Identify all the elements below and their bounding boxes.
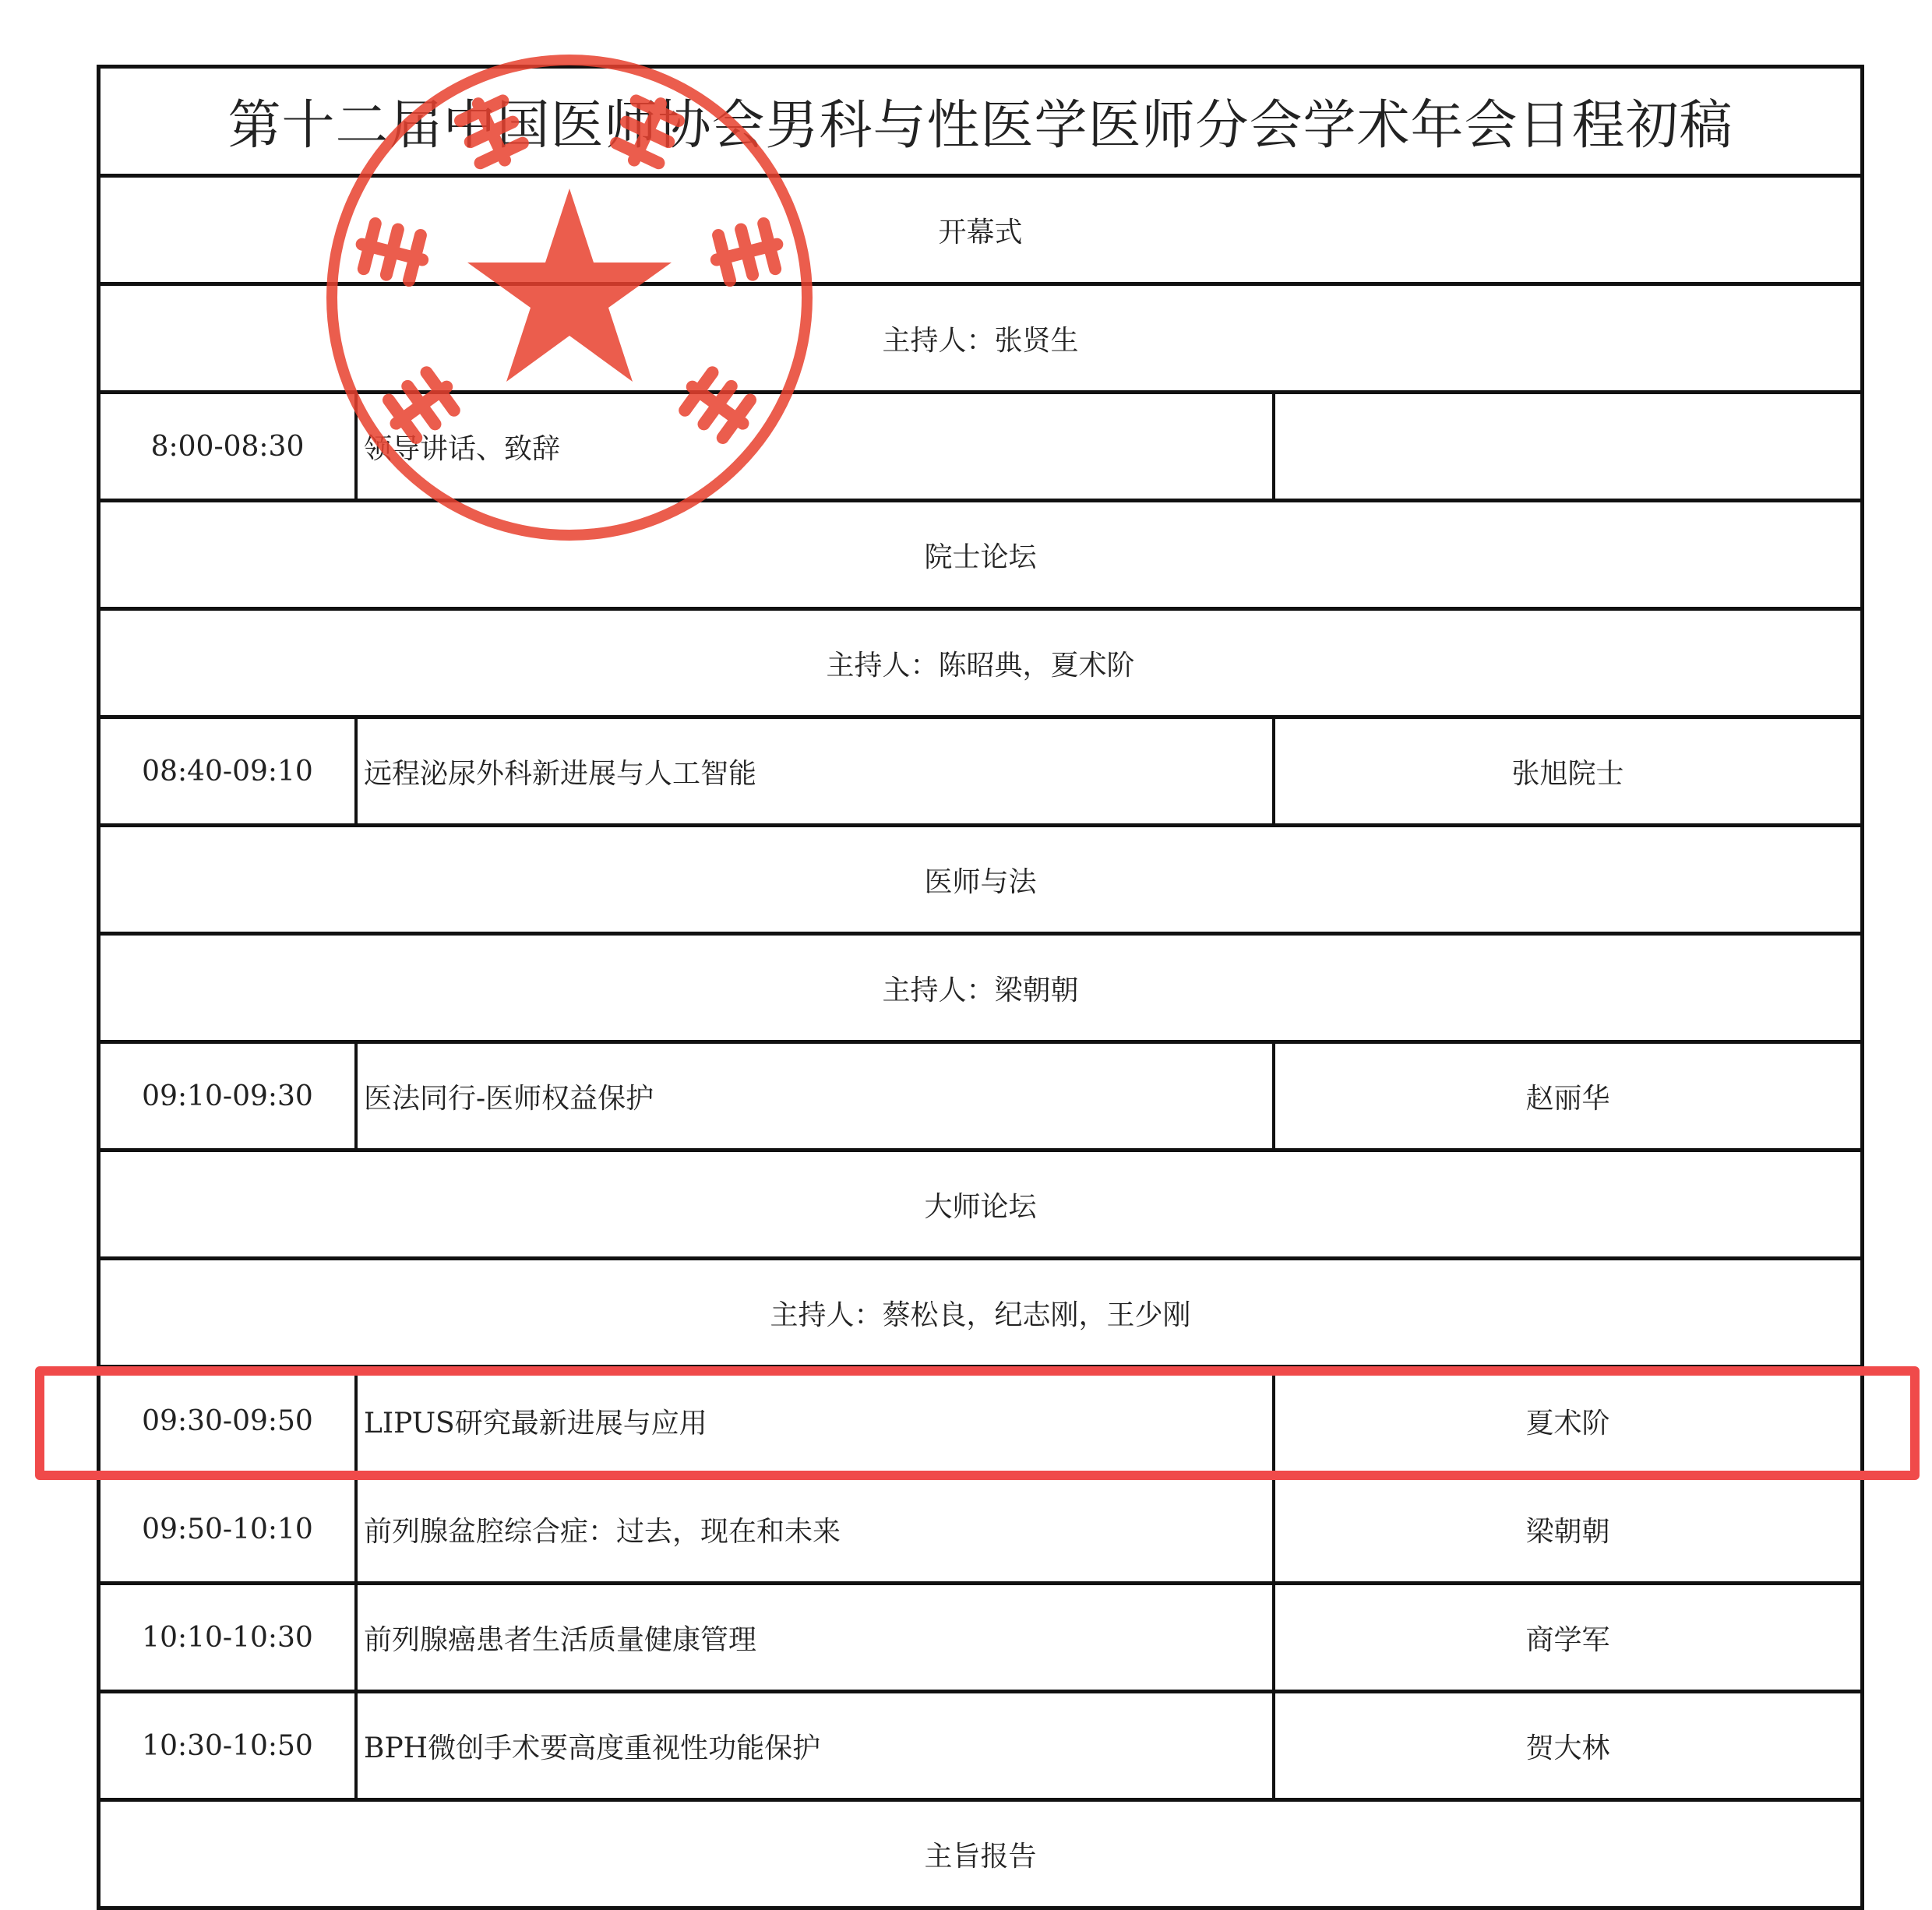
title-row <box>100 69 1860 174</box>
schedule-row <box>100 715 1860 823</box>
speaker-cell <box>1275 394 1860 499</box>
schedule-row <box>100 1690 1860 1798</box>
section-row <box>100 174 1860 282</box>
speaker-cell: 贺大林 <box>1525 1732 1610 1764</box>
section-label: 医师与法 <box>924 865 1037 898</box>
document-title: 第十二届中国医师协会男科与性医学医师分会学术年会日程初稿 <box>227 95 1733 157</box>
topic-cell: 前列腺癌患者生活质量健康管理 <box>358 1585 1275 1690</box>
section-label: 主旨报告 <box>924 1840 1037 1873</box>
section-row <box>100 823 1860 932</box>
schedule-table <box>97 65 1864 1910</box>
time-cell: 10:10-10:30 <box>100 1585 358 1690</box>
section-row <box>100 607 1860 715</box>
topic-cell: 领导讲话、致辞 <box>358 394 1275 499</box>
topic-cell: 医法同行-医师权益保护 <box>358 1044 1275 1148</box>
section-row <box>100 1148 1860 1256</box>
topic-cell: LIPUS研究最新进展与应用 <box>358 1369 1275 1473</box>
time-cell: 09:50-10:10 <box>100 1477 358 1581</box>
speaker-cell: 商学军 <box>1525 1623 1610 1656</box>
section-label: 主持人：张贤生 <box>882 324 1079 357</box>
section-row <box>100 499 1860 607</box>
topic-cell: 前列腺盆腔综合症：过去，现在和未来 <box>358 1477 1275 1581</box>
time-cell: 08:40-09:10 <box>100 719 358 823</box>
section-row <box>100 1798 1860 1906</box>
schedule-row <box>100 1473 1860 1581</box>
section-row <box>100 282 1860 390</box>
section-label: 开幕式 <box>938 216 1023 248</box>
schedule-row-highlighted <box>100 1365 1860 1473</box>
schedule-row <box>100 390 1860 499</box>
time-cell: 8:00-08:30 <box>100 394 358 499</box>
time-cell: 10:30-10:50 <box>100 1693 358 1798</box>
section-row <box>100 1256 1860 1365</box>
speaker-cell: 梁朝朝 <box>1525 1515 1610 1548</box>
section-label: 主持人：蔡松良，纪志刚，王少刚 <box>770 1299 1191 1331</box>
section-label: 大师论坛 <box>924 1190 1037 1223</box>
speaker-cell: 夏术阶 <box>1525 1407 1610 1440</box>
time-cell: 09:30-09:50 <box>100 1369 358 1473</box>
speaker-cell: 赵丽华 <box>1525 1082 1610 1115</box>
section-label: 主持人：梁朝朝 <box>882 974 1079 1006</box>
speaker-cell: 张旭院士 <box>1511 757 1624 790</box>
time-cell: 09:10-09:30 <box>100 1044 358 1148</box>
section-row <box>100 932 1860 1040</box>
schedule-row <box>100 1581 1860 1690</box>
topic-cell: 远程泌尿外科新进展与人工智能 <box>358 719 1275 823</box>
schedule-row <box>100 1040 1860 1148</box>
section-label: 院士论坛 <box>924 541 1037 573</box>
section-label: 主持人：陈昭典，夏术阶 <box>826 649 1135 682</box>
topic-cell: BPH微创手术要高度重视性功能保护 <box>358 1693 1275 1798</box>
